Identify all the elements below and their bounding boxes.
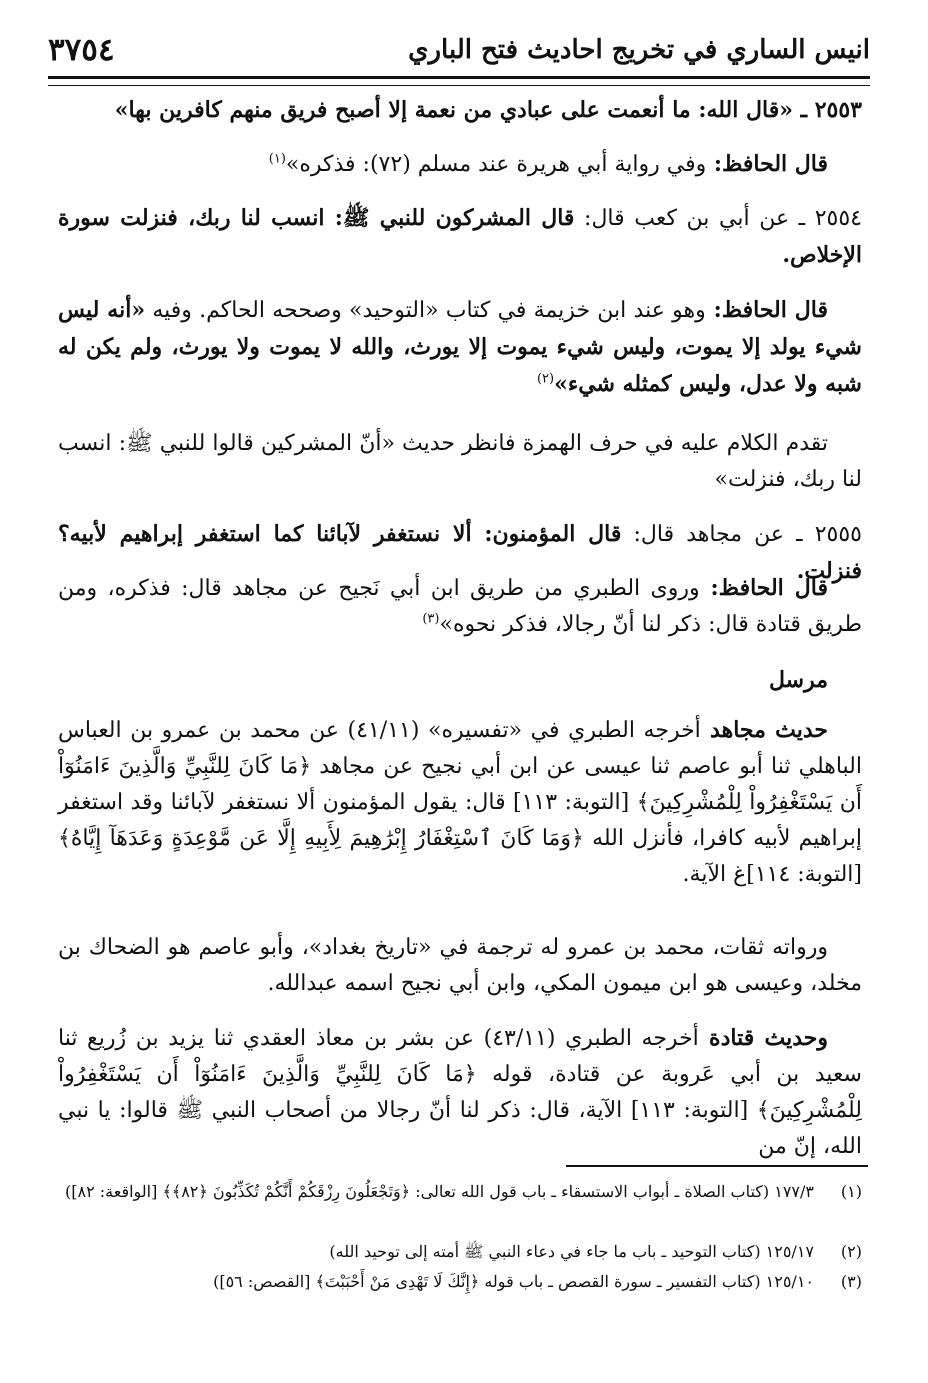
- bold-text: قال المشركون للنبي ﷺ: انسب لنا ربك، فنزلت سورة الإخلاص.: [58, 205, 862, 268]
- header-rule: [48, 76, 870, 86]
- paragraph: [58, 712, 862, 893]
- paragraph: [58, 1020, 862, 1165]
- text-run: وروى الطبري من طريق ابن أبي نَجيح عن مجاهد قال: فذكره، ومن طريق قتادة قال: ذكر لنا أنّ رجالا، فذكر نحوه»: [58, 576, 862, 637]
- footnote-number: (٢): [840, 1242, 862, 1261]
- bold-text: وحديث قتادة: [698, 1025, 828, 1051]
- paragraph: [58, 292, 862, 403]
- paragraph: [58, 662, 862, 699]
- footnote-text: ١٢٥/١٠ (كتاب التفسير ـ سورة القصص ـ باب قوله ﴿إِنَّكَ لَا تَهْدِى مَنْ أَحْبَبْتَ﴾ [القصص: ٥٦]): [213, 1272, 814, 1291]
- running-title: انيس الساري في تخريج احاديث فتح الباري: [408, 35, 870, 65]
- bold-text: مرسل: [768, 667, 828, 693]
- bold-text: حديث مجاهد: [700, 717, 828, 743]
- footnote-text: ١٧٧/٣ (كتاب الصلاة ـ أبواب الاستسقاء ـ باب قول الله تعالى: ﴿وَتَجْعَلُونَ رِزْقَكُمْ أَنَّكُمْ تُكَذِّبُونَ ﴿٨٢﴾﴾ [الواقعة: ٨٢]): [65, 1182, 814, 1201]
- footnote-number: (٣): [840, 1272, 862, 1291]
- paragraph: [58, 570, 862, 643]
- text-run: تقدم الكلام عليه في حرف الهمزة فانظر حديث «أنّ المشركين قالوا للنبي ﷺ: انسب لنا ربك، فنزلت»: [58, 431, 862, 492]
- bold-text: قال الحافظ:: [705, 297, 828, 323]
- footnote: [58, 1268, 862, 1296]
- paragraph: [58, 92, 862, 129]
- text-run: ٢٥٥٤ ـ عن أبي بن كعب قال:: [574, 206, 862, 231]
- text-run: ٢٥٥٥ ـ عن مجاهد قال:: [621, 522, 862, 547]
- paragraph: [58, 146, 862, 183]
- footnote-number: (١): [840, 1182, 862, 1201]
- bold-text: ٢٥٥٣ ـ «قال الله: ما أنعمت على عبادي من نعمة إلا أصبح فريق منهم كافرين بها»: [114, 97, 862, 123]
- footnote: [58, 1238, 862, 1266]
- text-run: وهو عند ابن خزيمة في كتاب «التوحيد» وصححه الحاكم. وفيه: [145, 298, 706, 323]
- bold-text: قال الحافظ:: [699, 575, 828, 601]
- footnote-marker: (٣): [422, 611, 440, 627]
- bold-text: قال الحافظ:: [706, 151, 828, 177]
- footnote-text: ١٢٥/١٧ (كتاب التوحيد ـ باب ما جاء في دعاء النبي ﷺ أمته إلى توحيد الله): [329, 1242, 814, 1261]
- text-run: ورواته ثقات، محمد بن عمرو له ترجمة في «تاريخ بغداد»، وأبو عاصم هو الضحاك بن مخلد، وعيسى هو ابن ميمون المكي، وابن أبي نجيح اسمه عبدالله.: [58, 935, 862, 996]
- text-run: أخرجه الطبري (٤٣/١١) عن بشر بن معاذ العقدي ثنا يزيد بن زُريع ثنا سعيد بن أبي عَروبة عن قتادة، قوله ﴿مَا كَانَ لِلنَّبِيِّ وَالَّذِينَ ءَامَنُوٓاْ أَن يَسْتَغْفِرُواْ لِلْمُشْرِكِينَ﴾ [التوبة: ١١٣] الآية، قال: ذكر لنا أنّ رجالا من أصحاب النبي ﷺ قالوا: يا نبي الله، إنّ من: [58, 1026, 862, 1159]
- page-header: [48, 26, 870, 70]
- footnote: [58, 1178, 862, 1206]
- text-run: أخرجه الطبري في «تفسيره» (٤١/١١) عن محمد بن عمرو بن العباس الباهلي ثنا أبو عاصم ثنا عيسى عن ابن أبي نجيح عن مجاهد ﴿مَا كَانَ لِلنَّبِيِّ وَالَّذِينَ ءَامَنُوٓاْ أَن يَسْتَغْفِرُواْ لِلْمُشْرِكِينَ﴾ [التوبة: ١١٣] قال: يقول المؤمنون ألا نستغفر لآبائنا وقد استغفر إبراهيم لأبيه كافرا، فأنزل الله ﴿وَمَا كَانَ ٱسْتِغْفَارُ إِبْرَٰهِيمَ لِأَبِيهِ إِلَّا عَن مَّوْعِدَةٍ وَعَدَهَآ إِيَّاهُ﴾ [التوبة: ١١٤]غ الآية.: [58, 718, 863, 887]
- footnote-marker: (١): [268, 151, 286, 167]
- page-number: ٣٧٥٤: [48, 32, 115, 68]
- paragraph: [58, 930, 862, 1002]
- footnote-marker: (٢): [536, 371, 555, 387]
- bold-text: «أنه ليس شيء يولد إلا يموت، وليس شيء يموت إلا يورث، والله لا يموت ولا يورث، ولم يكن له شبه ولا عدل، وليس كمثله شيء»: [58, 297, 862, 397]
- paragraph: [58, 426, 862, 498]
- paragraph: [58, 200, 862, 274]
- footnote-separator: [566, 1165, 868, 1167]
- bold-text: قال المؤمنون: ألا نستغفر لآبائنا كما استغفر إبراهيم لأبيه؟ فنزلت.: [58, 521, 862, 584]
- text-run: وفي رواية أبي هريرة عند مسلم (٧٢): فذكره»: [285, 152, 707, 177]
